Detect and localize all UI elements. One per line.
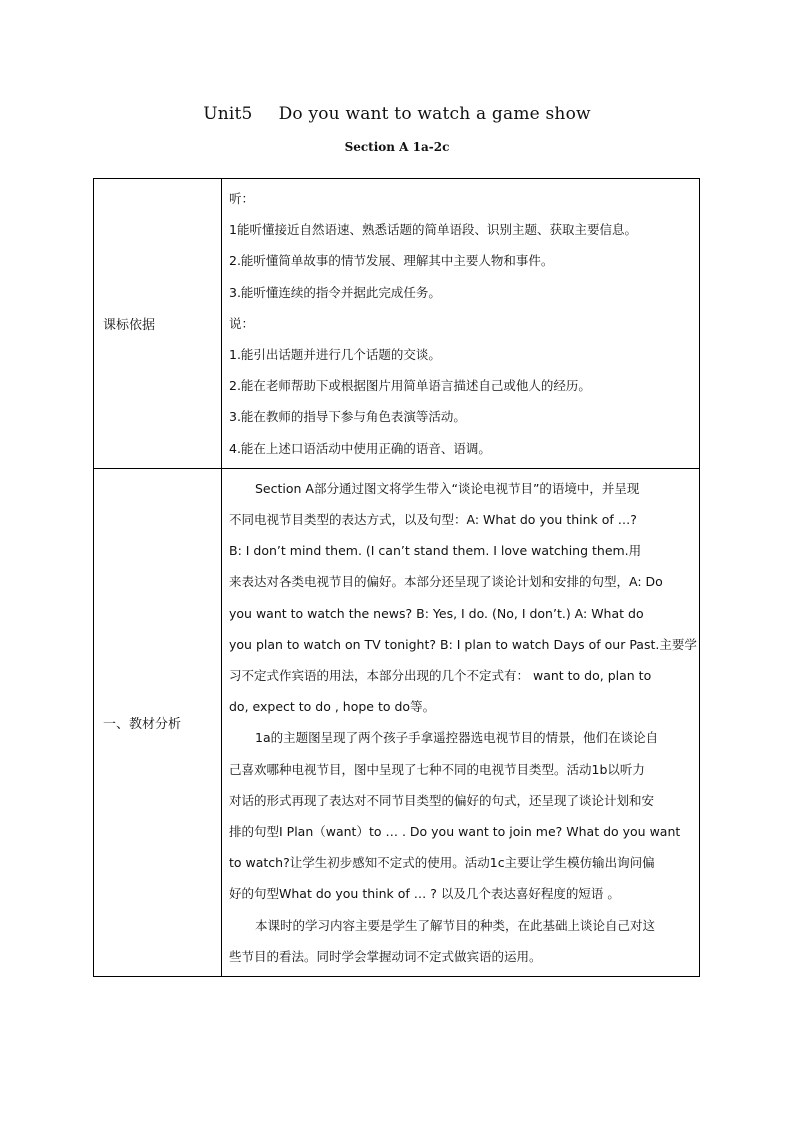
text-line: 不同电视节目类型的表达方式，以及句型：A: What do you think of …?	[229, 512, 637, 528]
text-line: 3.能在教师的指导下参与角色表演等活动。	[229, 409, 466, 425]
text-line: 听：	[229, 191, 255, 206]
row-content-curriculum	[222, 179, 700, 469]
table-row	[94, 468, 700, 976]
text-line: 1.能引出话题并进行几个话题的交谈。	[229, 347, 441, 363]
text-line: do, expect to do , hope to do等。	[229, 699, 436, 715]
text-line: 2.能听懂简单故事的情节发展、理解其中主要人物和事件。	[229, 253, 554, 269]
row-label-analysis: 一、教材分析	[94, 468, 222, 976]
lesson-table	[93, 178, 700, 977]
title-question: Do you want to watch a game show	[278, 104, 591, 124]
text-line: 排的句型I Plan（want）to … . Do you want to join me? What do you want	[229, 824, 681, 840]
text-line: 习不定式作宾语的用法，本部分出现的几个不定式有： want to do, plan to	[229, 668, 652, 684]
text-line: 己喜欢哪种电视节目，图中呈现了七种不同的电视节目类型。活动1b以听力	[229, 761, 645, 777]
text-line: 本课时的学习内容主要是学生了解节目的种类，在此基础上谈论自己对这	[255, 917, 656, 933]
title-unit: Unit5	[203, 104, 253, 124]
text-line: you plan to watch on TV tonight? B: I plan to watch Days of our Past.主要学	[229, 636, 697, 652]
text-line: you want to watch the news? B: Yes, I do. (No, I don’t.) A: What do	[229, 605, 644, 621]
document-subtitle: Section A 1a-2c	[344, 140, 450, 154]
text-line: 1a的主题图呈现了两个孩子手拿遥控器选电视节目的情景，他们在谈论自	[255, 730, 659, 746]
table-row	[94, 179, 700, 469]
text-line: 来表达对各类电视节目的偏好。本部分还呈现了谈论计划和安排的句型，A: Do	[229, 574, 663, 590]
text-line: 说：	[229, 315, 255, 331]
text-line: to watch?让学生初步感知不定式的使用。活动1c主要让学生模仿输出询问偏	[229, 855, 655, 871]
text-line: 3.能听懂连续的指令并据此完成任务。	[229, 284, 441, 300]
text-line: 好的句型What do you think of … ? 以及几个表达喜好程度的短语 。	[229, 886, 620, 902]
text-line: B: I don’t mind them. (I can’t stand them. I love watching them.用	[229, 543, 642, 559]
text-line: 对话的形式再现了表达对不同节目类型的偏好的句式，还呈现了谈论计划和安	[229, 792, 655, 808]
row-content-analysis	[222, 468, 700, 976]
text-line: Section A部分通过图文将学生带入“谈论电视节目”的语境中，并呈现	[255, 480, 640, 496]
text-line: 4.能在上述口语活动中使用正确的语音、语调。	[229, 440, 491, 456]
text-line: 些节目的看法。同时学会掌握动词不定式做宾语的运用。	[229, 948, 542, 964]
document-title	[0, 104, 794, 124]
text-line: 1能听懂接近自然语速、熟悉话题的简单语段、识别主题、获取主要信息。	[229, 222, 637, 238]
row-label-curriculum: 课标依据	[94, 179, 222, 469]
text-line: 2.能在老师帮助下或根据图片用简单语言描述自己或他人的经历。	[229, 378, 591, 394]
